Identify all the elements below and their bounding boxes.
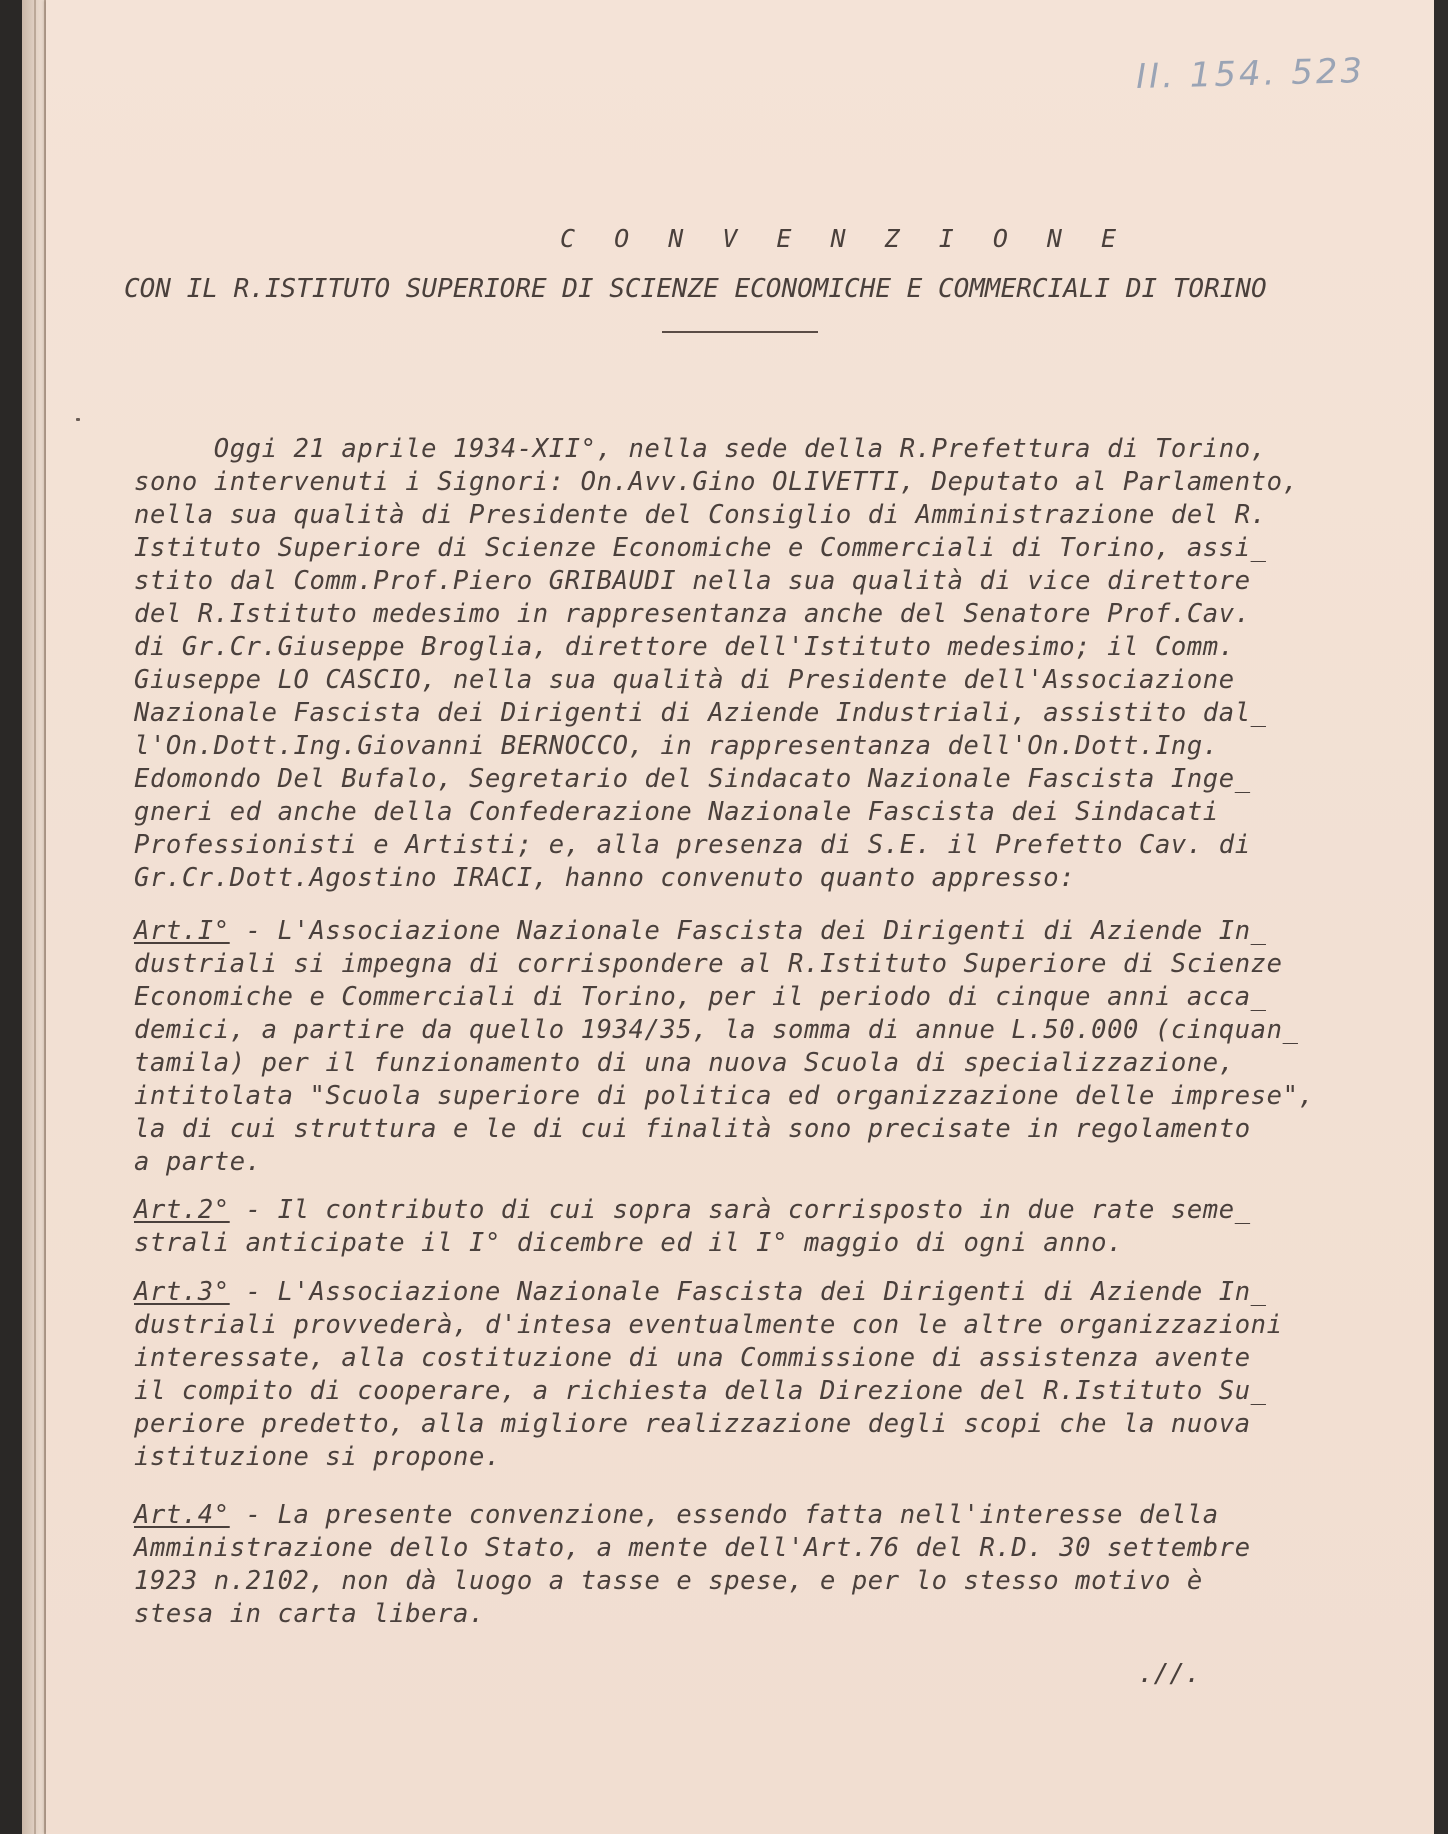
line-text: Istituto Superiore di Scienze Economiche e Commerciali di Torino, assi_ [134, 533, 1267, 563]
text-line [134, 1015, 1299, 1045]
document-title: C O N V E N Z I O N E [560, 224, 1129, 253]
line-text: nella sua qualità di Presidente del Consiglio di Amministrazione del R. [134, 500, 1267, 530]
text-line [134, 1048, 1235, 1078]
text-line [134, 1195, 1251, 1225]
line-text: periore predetto, alla migliore realizzazione degli scopi che la nuova [134, 1409, 1251, 1439]
text-line [134, 949, 1283, 979]
continuation-mark: .//. [1138, 1659, 1201, 1689]
line-text: Economiche e Commerciali di Torino, per il periodo di cinque anni acca_ [134, 982, 1267, 1012]
article-label: Art.3° [134, 1277, 230, 1307]
article-label: Art.4° [134, 1500, 230, 1530]
text-line [134, 863, 1075, 893]
line-text: Edomondo Del Bufalo, Segretario del Sindacato Nazionale Fascista Inge_ [134, 764, 1251, 794]
line-text: - L'Associazione Nazionale Fascista dei Dirigenti di Aziende In_ [229, 1277, 1267, 1307]
text-line [134, 1228, 1123, 1258]
scan-border [1434, 0, 1448, 1834]
line-text: intitolata "Scuola superiore di politica ed organizzazione delle imprese", [134, 1081, 1315, 1111]
line-text: tamila) per il funzionamento di una nuova Scuola di specializzazione, [134, 1048, 1235, 1078]
text-line [134, 467, 1299, 497]
line-text: istituzione si propone. [134, 1442, 501, 1472]
line-text: demici, a partire da quello 1934/35, la somma di annue L.50.000 (cinquan_ [134, 1015, 1299, 1045]
line-text: del R.Istituto medesimo in rappresentanza anche del Senatore Prof.Cav. [134, 599, 1251, 629]
text-line [134, 1533, 1251, 1563]
line-text: Professionisti e Artisti; e, alla presenza di S.E. il Prefetto Cav. di [134, 830, 1251, 860]
text-line [134, 830, 1251, 860]
line-text: l'On.Dott.Ing.Giovanni BERNOCCO, in rappresentanza dell'On.Dott.Ing. [134, 731, 1219, 761]
line-text: stesa in carta libera. [134, 1599, 485, 1629]
text-line [134, 665, 1235, 695]
text-line [134, 1500, 1219, 1530]
text-line [134, 764, 1251, 794]
text-line [134, 434, 1267, 464]
line-text: Gr.Cr.Dott.Agostino IRACI, hanno convenuto quanto appresso: [134, 863, 1076, 893]
line-text: Nazionale Fascista dei Dirigenti di Aziende Industriali, assistito dal_ [134, 698, 1267, 728]
line-text: Giuseppe LO CASCIO, nella sua qualità di Presidente dell'Associazione [134, 665, 1235, 695]
text-line [134, 1599, 485, 1629]
text-line [134, 1310, 1283, 1340]
text-line [134, 698, 1267, 728]
text-line [134, 533, 1267, 563]
line-text: il compito di cooperare, a richiesta della Direzione del R.Istituto Su_ [134, 1376, 1267, 1406]
text-line [134, 916, 1267, 946]
line-text: sono intervenuti i Signori: On.Avv.Gino OLIVETTI, Deputato al Parlamento, [134, 467, 1299, 497]
line-text: stito dal Comm.Prof.Piero GRIBAUDI nella sua qualità di vice direttore [134, 566, 1251, 596]
text-line [134, 1147, 262, 1177]
text-line [134, 1409, 1251, 1439]
line-text: 1923 n.2102, non dà luogo a tasse e spese, e per lo stesso motivo è [134, 1566, 1203, 1596]
text-line [134, 632, 1235, 662]
text-line [134, 1376, 1267, 1406]
text-line [134, 1442, 501, 1472]
text-line [134, 1277, 1267, 1307]
archive-reference: II. 154. 523 [1135, 51, 1366, 97]
line-text: dustriali si impegna di corrispondere al R.Istituto Superiore di Scienze [134, 949, 1283, 979]
text-line [134, 566, 1251, 596]
article-label: Art.I° [134, 916, 230, 946]
line-text: a parte. [134, 1147, 262, 1177]
text-line [134, 1343, 1251, 1373]
line-text: - L'Associazione Nazionale Fascista dei Dirigenti di Aziende In_ [229, 916, 1267, 946]
document-subtitle: CON IL R.ISTITUTO SUPERIORE DI SCIENZE ECONOMICHE E COMMERCIALI DI TORINO [124, 274, 1267, 304]
line-text: dustriali provvederà, d'intesa eventualmente con le altre organizzazioni [134, 1310, 1283, 1340]
text-line [134, 1081, 1314, 1111]
text-line [134, 982, 1267, 1012]
page-edge-line [34, 0, 36, 1834]
paper-speck [76, 418, 80, 421]
line-text: Oggi 21 aprile 1934-XII°, nella sede della R.Prefettura di Torino, [134, 434, 1267, 464]
line-text: gneri ed anche della Confederazione Nazionale Fascista dei Sindacati [134, 797, 1219, 827]
document-page [46, 0, 1448, 1834]
line-text: interessate, alla costituzione di una Commissione di assistenza avente [134, 1343, 1251, 1373]
text-line [134, 731, 1219, 761]
line-text: Amministrazione dello Stato, a mente dell'Art.76 del R.D. 30 settembre [134, 1533, 1251, 1563]
line-text: la di cui struttura e le di cui finalità sono precisate in regolamento [134, 1114, 1251, 1144]
text-line [134, 797, 1219, 827]
line-text: di Gr.Cr.Giuseppe Broglia, direttore dell'Istituto medesimo; il Comm. [134, 632, 1235, 662]
title-underline [662, 331, 818, 333]
line-text: - Il contributo di cui sopra sarà corrisposto in due rate seme_ [229, 1195, 1251, 1225]
line-text: strali anticipate il I° dicembre ed il I° maggio di ogni anno. [134, 1228, 1124, 1258]
text-line [134, 599, 1251, 629]
text-line [134, 1114, 1251, 1144]
text-line [134, 1566, 1203, 1596]
text-line [134, 500, 1267, 530]
article-label: Art.2° [134, 1195, 230, 1225]
line-text: - La presente convenzione, essendo fatta nell'interesse della [229, 1500, 1219, 1530]
